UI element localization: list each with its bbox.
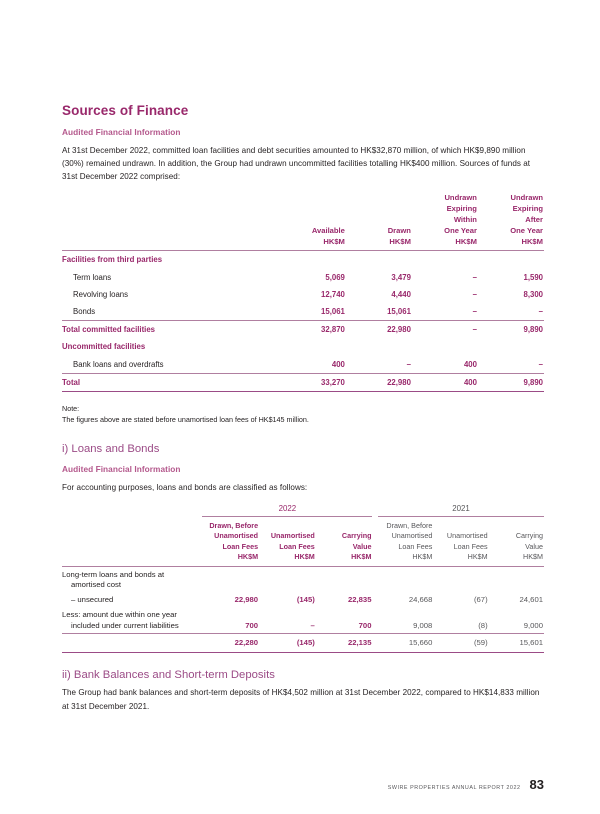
table2-cell: 15,601 xyxy=(489,634,544,653)
table1-row-label: Total xyxy=(62,374,280,392)
table1-header-row xyxy=(62,193,544,250)
table1-header-undrawn-after-one-year xyxy=(478,193,544,250)
h21c1l3: Loan Fees xyxy=(398,541,433,551)
h22c3l4: HK$M xyxy=(351,552,372,562)
note-label: Note: xyxy=(62,404,80,414)
table1-cell: 3,479 xyxy=(391,272,411,282)
table1-cell: 33,270 xyxy=(280,374,346,392)
table2-cell: 22,835 xyxy=(347,595,372,605)
table1-cell: 5,069 xyxy=(325,272,345,282)
hdr-undrawn-after-l2: Expiring xyxy=(512,204,543,214)
table1-cell: – xyxy=(472,306,477,316)
table-row xyxy=(62,607,544,633)
table1-header-drawn xyxy=(346,193,412,250)
table1-cell: – xyxy=(538,359,543,369)
table2-header-blank xyxy=(62,516,202,566)
hdr-undrawn-after-l3: After xyxy=(525,215,543,225)
h21c3l3: Value xyxy=(525,541,543,551)
table-row xyxy=(62,251,544,270)
table2-row2-label: – unsecured xyxy=(71,595,114,605)
table1-cell xyxy=(346,338,412,356)
h21c1l4: HK$M xyxy=(412,552,433,562)
table2-header-2021-drawn-before-unamortised-loan-fees xyxy=(378,516,433,566)
hdr-undrawn-within-l5: HK$M xyxy=(455,236,477,246)
table1-cell: 9,890 xyxy=(478,374,544,392)
table-row xyxy=(62,303,544,320)
table2-row-label xyxy=(62,592,202,607)
table2-cell: 24,668 xyxy=(408,595,433,605)
table2-cell: (67) xyxy=(473,595,488,605)
table2-year-blank xyxy=(62,504,202,515)
table2-row1-label-line1: Long-term loans and bonds at xyxy=(62,569,165,579)
hdr-undrawn-after-l1: Undrawn xyxy=(510,193,543,203)
h22c1l3: Loan Fees xyxy=(222,541,259,551)
table1-row-label: Revolving loans xyxy=(73,289,129,299)
table-row-total xyxy=(62,634,544,653)
footer-report-title: SWIRE PROPERTIES ANNUAL REPORT 2022 xyxy=(387,785,521,791)
table1-header-available-unit: HK$M xyxy=(323,236,345,246)
h21c2l4: HK$M xyxy=(467,552,488,562)
hdr-undrawn-within-l3: Within xyxy=(453,215,477,225)
table2-cell: 700 xyxy=(358,621,372,631)
h22c1l2: Unamortised xyxy=(214,531,259,541)
loans-and-bonds-intro: For accounting purposes, loans and bonds are classified as follows: xyxy=(62,483,308,493)
page-footer xyxy=(388,778,544,791)
table2-header-2022-unamortised-loan-fees xyxy=(259,516,316,566)
table2-header-2021-carrying-value xyxy=(489,516,544,566)
table2-row-label xyxy=(62,566,202,592)
page-title: Sources of Finance xyxy=(62,103,189,118)
table-row xyxy=(62,566,544,592)
table-row xyxy=(62,592,544,607)
table1-cell: – xyxy=(412,321,478,338)
h22c2l4: HK$M xyxy=(294,552,315,562)
table1-cell: 22,980 xyxy=(346,321,412,338)
table1-row-label: Bank loans and overdrafts xyxy=(73,359,164,369)
note-block xyxy=(62,404,544,426)
table1-cell: 15,061 xyxy=(387,306,411,316)
table2-cell: (59) xyxy=(433,634,488,653)
table1-header-undrawn-within-one-year xyxy=(412,193,478,250)
table2-cell xyxy=(489,566,544,592)
table2-cell: 700 xyxy=(245,621,259,631)
table2-year-2022: 2022 xyxy=(278,504,297,514)
table2-cell xyxy=(433,566,488,592)
h22c1l1: Drawn, Before xyxy=(209,520,259,530)
table1-header-available-label: Available xyxy=(311,225,345,235)
table2-cell: 22,135 xyxy=(316,634,373,653)
table1-cell: 22,980 xyxy=(346,374,412,392)
table2-row3-label-line2: included under current liabilities xyxy=(71,621,179,631)
audited-financial-information-subheading-1: Audited Financial Information xyxy=(62,127,181,138)
table1-row-label: Uncommitted facilities xyxy=(62,342,146,352)
hdr-undrawn-after-l5: HK$M xyxy=(521,236,543,246)
table1-cell: 12,740 xyxy=(321,289,345,299)
table1-cell: 8,300 xyxy=(523,289,543,299)
bank-balances-paragraph: The Group had bank balances and short-term deposits of HK$4,502 million at 31st December 2022, compared to HK$14,833 million at 31st December 2021. xyxy=(62,688,540,711)
table2-cell: 9,000 xyxy=(523,621,543,631)
hdr-undrawn-within-l2: Expiring xyxy=(446,204,477,214)
table2-cell: (145) xyxy=(259,634,316,653)
loans-and-bonds-table xyxy=(62,504,544,653)
hdr-undrawn-within-l4: One Year xyxy=(444,225,477,235)
h21c3l4: HK$M xyxy=(523,552,543,562)
table2-cell xyxy=(378,566,433,592)
table1-header-blank xyxy=(62,193,280,250)
table2-cell: 15,660 xyxy=(378,634,433,653)
table1-cell: 400 xyxy=(331,359,345,369)
sources-of-finance-paragraph: At 31st December 2022, committed loan facilities and debt securities amounted to HK$32,870 million, of which HK$9,890 million (30%) remained undrawn. In addition, the Group had undrawn uncommitted facilities totalling HK$400 million. Sources of funds at 31st December 2022 comprised: xyxy=(62,146,531,182)
table2-cell: (8) xyxy=(478,621,488,631)
table1-header-drawn-unit: HK$M xyxy=(389,236,411,246)
table2-header-2021-unamortised-loan-fees xyxy=(433,516,488,566)
table2-cell: – xyxy=(310,621,315,631)
table-row xyxy=(62,286,544,303)
table2-row1-label-line2: amortised cost xyxy=(71,580,121,590)
h22c2l2: Unamortised xyxy=(270,531,315,541)
table2-cell xyxy=(202,566,259,592)
h21c1l1: Drawn, Before xyxy=(386,520,433,530)
table2-header-2022-carrying-value xyxy=(316,516,373,566)
table1-cell: 400 xyxy=(412,374,478,392)
table1-cell xyxy=(280,338,346,356)
table1-cell xyxy=(280,251,346,270)
table1-cell: – xyxy=(472,272,477,282)
table1-cell: 15,061 xyxy=(321,306,345,316)
table-row-total xyxy=(62,374,544,392)
table2-cell: 22,280 xyxy=(202,634,259,653)
table1-cell: – xyxy=(406,359,411,369)
table1-cell xyxy=(412,251,478,270)
hdr-undrawn-within-l1: Undrawn xyxy=(444,193,477,203)
table2-row3-label-line1: Less: amount due within one year xyxy=(62,610,177,620)
table1-header-drawn-label: Drawn xyxy=(387,225,411,235)
h22c2l3: Loan Fees xyxy=(279,541,315,551)
table1-row-label: Total committed facilities xyxy=(62,321,280,338)
section-heading-bank-balances: ii) Bank Balances and Short-term Deposits xyxy=(62,668,275,681)
table2-cell: 9,008 xyxy=(413,621,433,631)
table1-cell xyxy=(346,251,412,270)
table2-year-2021: 2021 xyxy=(452,504,470,514)
table2-cell: 22,980 xyxy=(234,595,259,605)
page-number: 83 xyxy=(529,777,544,792)
table2-cell: 24,601 xyxy=(519,595,543,605)
table-row xyxy=(62,270,544,287)
table1-cell xyxy=(478,338,544,356)
table1-cell xyxy=(478,251,544,270)
table2-header-row xyxy=(62,516,544,566)
table-row xyxy=(62,356,544,373)
sources-of-funds-table xyxy=(62,193,544,392)
table-row xyxy=(62,338,544,356)
h22c1l4: HK$M xyxy=(237,552,259,562)
table1-row-label: Facilities from third parties xyxy=(62,251,280,270)
h22c3l2: Carrying xyxy=(341,531,372,541)
audited-financial-information-subheading-2: Audited Financial Information xyxy=(62,464,181,475)
table1-row-label: Term loans xyxy=(73,272,112,282)
table-row-total-committed xyxy=(62,321,544,338)
table2-cell: (145) xyxy=(296,595,315,605)
h21c3l2: Carrying xyxy=(515,531,543,541)
table2-cell xyxy=(259,566,316,592)
table1-cell: 400 xyxy=(463,359,477,369)
table1-header-available xyxy=(280,193,346,250)
table2-cell xyxy=(316,566,373,592)
table2-row-label xyxy=(62,634,202,653)
hdr-undrawn-after-l4: One Year xyxy=(510,225,543,235)
table1-cell: 4,440 xyxy=(391,289,411,299)
table1-cell: 32,870 xyxy=(280,321,346,338)
table2-row-label xyxy=(62,607,202,633)
h21c2l2: Unamortised xyxy=(446,531,488,541)
h22c3l3: Value xyxy=(352,541,372,551)
table1-cell: – xyxy=(538,306,543,316)
table2-header-2022-drawn-before-unamortised-loan-fees xyxy=(202,516,259,566)
table2-year-row xyxy=(62,504,544,515)
table1-cell: 1,590 xyxy=(523,272,543,282)
h21c1l2: Unamortised xyxy=(391,531,433,541)
h21c2l3: Loan Fees xyxy=(453,541,488,551)
table1-row-label: Bonds xyxy=(73,306,96,316)
table1-cell xyxy=(412,338,478,356)
section-heading-loans-and-bonds: i) Loans and Bonds xyxy=(62,442,160,455)
note-text: The figures above are stated before unamortised loan fees of HK$145 million. xyxy=(62,414,309,424)
table1-cell: – xyxy=(472,289,477,299)
table1-cell: 9,890 xyxy=(478,321,544,338)
